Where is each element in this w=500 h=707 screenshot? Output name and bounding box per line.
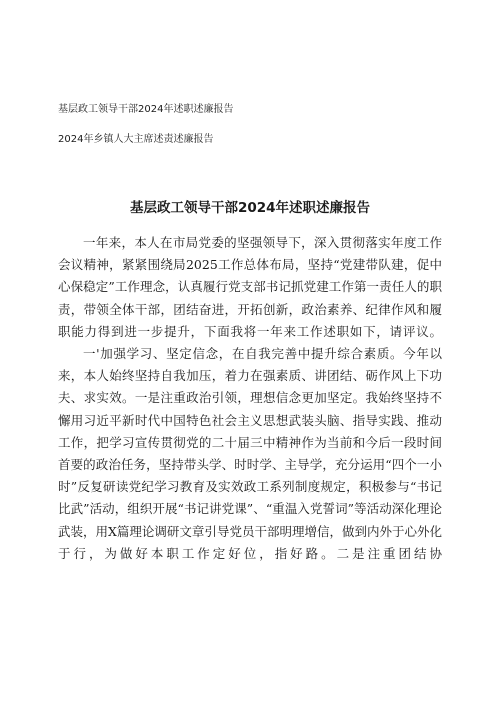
table-of-contents <box>58 103 458 147</box>
document-title: 基层政工领导干部2024年述职述廉报告 <box>129 200 371 216</box>
toc-item-1: 基层政工领导干部2024年述职述廉报告 <box>58 104 234 115</box>
paragraph-section-1: 一'加强学习、坚定信念，在自我完善中提升综合素质。今年以来，本人始终坚持自我加压，着力在强素质、讲团结、砺作风上下功夫、求实效。一是注重政治引领，理想信念更加坚定。我始终坚持不懈用习近平新时代中国特色社会主义思想武装头脑、指导实践、推动工作，把学习宣传贯彻党的二十届三中精神作为当前和今后一段时间首要的政治任务，坚持带头学、时时学、主导学，充分运用“四个一小时”反复研读党纪学习教育及实效政工系列制度规定，积极参与“书记比武”活动，组织开展“书记讲党课”、“重温入党誓词”等活动深化理论武装，用X篇理论调研文章引导党员干部明理增信，做到内外于心外化于行，为做好本职工作定好位，指好路。二是注重团结协 <box>58 346 442 561</box>
toc-item-2: 2024年乡镇人大主席述责述廉报告 <box>58 134 214 145</box>
paragraph-intro: 一年来，本人在市局党委的坚强领导下，深入贯彻落实年度工作会议精神，紧紧围绕局2025工作总体布局，坚持“党建带队建，促中心保稳定”工作理念，认真履行党支部书记抓党建工作第一责任人的职责，带领全体干部，团结奋进，开拓创新，政治素养、纪律作风和履职能力得到进一步提升，下面我将一年来工作述职如下，请评议。 <box>58 235 442 339</box>
document-body <box>58 232 442 565</box>
